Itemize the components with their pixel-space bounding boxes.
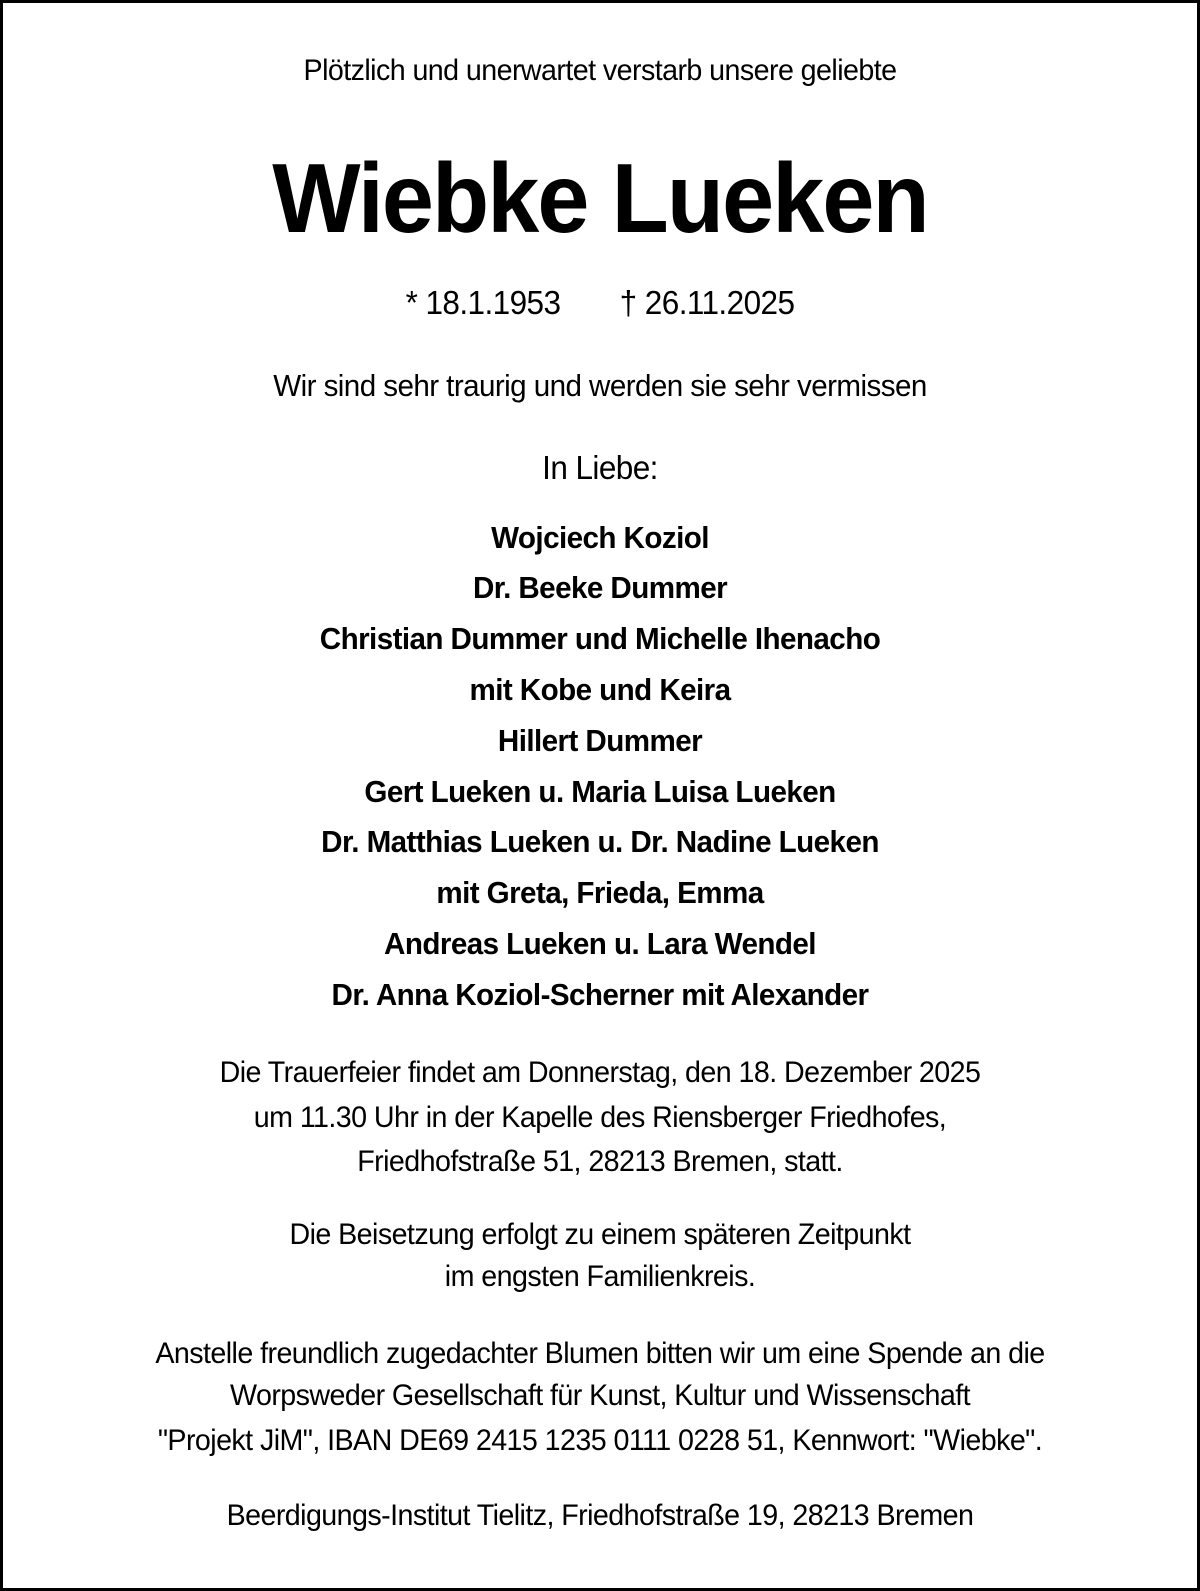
ceremony-line: Friedhofstraße 51, 28213 Bremen, statt. (357, 1145, 843, 1178)
burial-line: im engsten Familienkreis. (444, 1260, 756, 1293)
mourner: Dr. Beeke Dummer (472, 570, 728, 605)
life-dates (30, 281, 1170, 325)
mourner: Wojciech Koziol (491, 520, 709, 555)
death-date: † 26.11.2025 (619, 284, 795, 321)
mourner: Dr. Anna Koziol-Scherner mit Alexander (331, 977, 869, 1012)
deceased-name: Wiebke Lueken (272, 143, 928, 253)
undertaker-info: Beerdigungs-Institut Tielitz, Friedhofstraße 19, 28213 Bremen (226, 1499, 974, 1532)
mourner: mit Kobe und Keira (469, 672, 731, 707)
mourner: Christian Dummer und Michelle Ihenacho (319, 621, 881, 656)
mourner: Hillert Dummer (497, 723, 703, 758)
donation-line: Worpsweder Gesellschaft für Kunst, Kultur und Wissenschaft (230, 1379, 970, 1412)
birth-date: * 18.1.1953 (405, 284, 561, 321)
in-love-label: In Liebe: (542, 449, 658, 486)
ceremony-line: um 11.30 Uhr in der Kapelle des Riensberger Friedhofes, (253, 1101, 947, 1134)
donation-line: Anstelle freundlich zugedachter Blumen bitten wir um eine Spende an die (155, 1337, 1045, 1370)
mourner: Gert Lueken u. Maria Luisa Lueken (364, 774, 836, 809)
mourner: mit Greta, Frieda, Emma (436, 875, 764, 910)
sorrow-text: Wir sind sehr traurig und werden sie sehr vermissen (273, 368, 927, 403)
burial-line: Die Beisetzung erfolgt zu einem späteren Zeitpunkt (289, 1218, 911, 1251)
mourner: Dr. Matthias Lueken u. Dr. Nadine Lueken (321, 824, 879, 859)
intro-text: Plötzlich und unerwartet verstarb unsere geliebte (303, 54, 897, 87)
donation-line: "Projekt JiM", IBAN DE69 2415 1235 0111 0228 51, Kennwort: "Wiebke". (157, 1424, 1043, 1457)
mourner: Andreas Lueken u. Lara Wendel (384, 926, 816, 961)
ceremony-line: Die Trauerfeier findet am Donnerstag, den 18. Dezember 2025 (219, 1056, 981, 1089)
